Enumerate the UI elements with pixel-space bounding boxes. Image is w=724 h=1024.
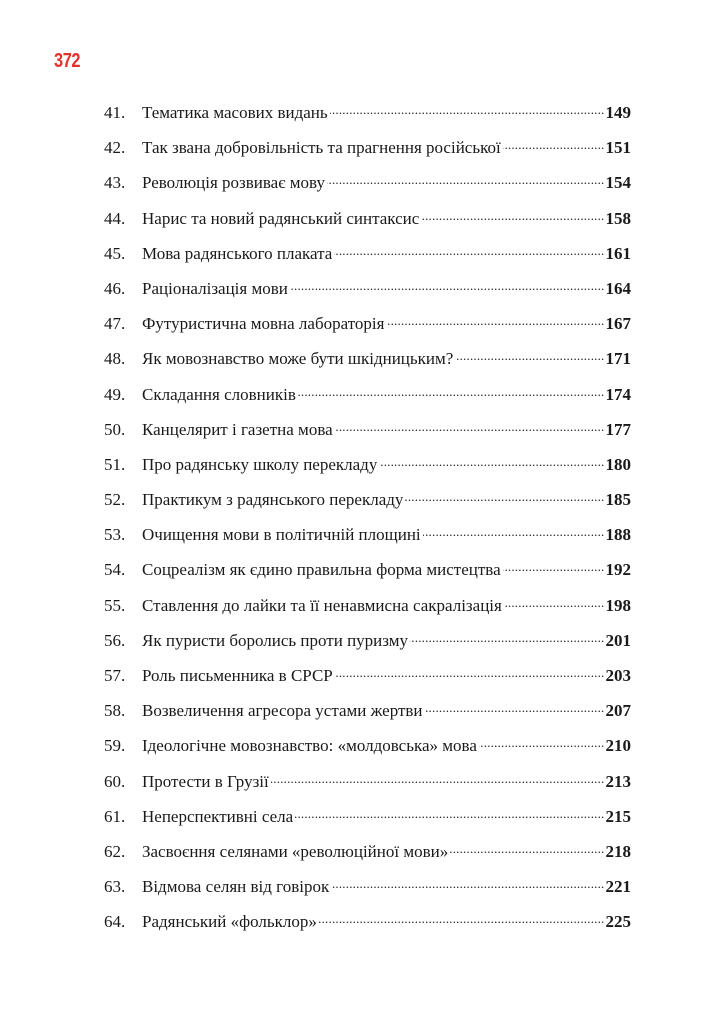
toc-entry-page: 185: [605, 490, 631, 510]
toc-entry-title: Революція розвиває мову: [142, 173, 325, 193]
toc-entry-title: Як мовознавство може бути шкідницьким?: [142, 349, 454, 369]
toc-entry: [104, 312, 631, 347]
toc-entry-number: 57.: [104, 666, 126, 685]
toc-entry-page: 225: [605, 912, 631, 932]
toc-entry-page: 207: [605, 701, 631, 721]
toc-entry-title: Соцреалізм як єдино правильна форма мистецтва: [142, 560, 501, 580]
table-of-contents: [104, 101, 631, 946]
toc-entry-page: 161: [605, 243, 631, 263]
toc-entry-title: Засвоєння селянами «революційної мови»: [142, 841, 449, 861]
toc-entry-number: 53.: [104, 525, 126, 545]
toc-entry-number: 50.: [104, 419, 126, 439]
toc-entry: [104, 629, 631, 664]
toc-entry: [104, 805, 631, 840]
toc-entry-leader-dots: [504, 594, 605, 611]
toc-entry-title: Протести в Грузії: [142, 771, 269, 791]
toc-entry-title: Як пуристи боролись проти пуризму: [142, 630, 408, 650]
toc-entry-number: 41.: [104, 103, 126, 122]
toc-entry-title: Практикум з радянського перекладу: [142, 490, 404, 510]
toc-entry-page: 158: [605, 208, 631, 228]
toc-entry-leader-dots: [379, 453, 604, 470]
toc-entry-page: 167: [605, 314, 631, 334]
toc-entry: [104, 453, 631, 488]
toc-entry: [104, 136, 631, 171]
toc-entry: [104, 875, 631, 910]
toc-entry: [104, 207, 631, 242]
toc-entry-title: Ідеологічне мовознавство: «молдовська» мова: [142, 736, 477, 756]
toc-entry-number: 51.: [104, 454, 126, 474]
toc-entry-title: Про радянську школу перекладу: [142, 454, 378, 474]
toc-entry-number: 48.: [104, 349, 126, 369]
toc-entry-title: Ставлення до лайки та її ненавмисна сакралізація: [142, 595, 502, 615]
toc-entry-leader-dots: [298, 383, 605, 400]
toc-entry: [104, 558, 631, 593]
toc-entry-page: 192: [605, 560, 631, 580]
toc-entry-number: 43.: [104, 173, 126, 193]
toc-entry-leader-dots: [271, 770, 605, 787]
toc-entry-title: Радянський «фольклор»: [142, 912, 317, 932]
toc-entry: [104, 594, 631, 629]
toc-entry-page: 203: [605, 666, 631, 685]
toc-entry-number: 42.: [104, 138, 126, 158]
toc-entry-page: 180: [605, 454, 631, 474]
toc-entry-page: 201: [605, 630, 631, 650]
toc-entry-number: 47.: [104, 314, 126, 334]
toc-entry-title: Возвеличення агресора устами жертви: [142, 701, 423, 721]
toc-entry-title: Нарис та новий радянський синтаксис: [142, 208, 420, 228]
toc-entry-title: Тематика масових видань: [142, 103, 328, 122]
toc-entry-number: 55.: [104, 595, 126, 615]
toc-entry-page: 188: [605, 525, 631, 545]
toc-entry-leader-dots: [335, 664, 605, 681]
toc-entry-number: 45.: [104, 243, 126, 263]
toc-entry: [104, 910, 631, 945]
toc-entry: [104, 347, 631, 382]
toc-entry: [104, 383, 631, 418]
toc-entry-leader-dots: [450, 840, 604, 857]
toc-entry-title: Мова радянського плаката: [142, 243, 333, 263]
toc-entry-page: 164: [605, 278, 631, 298]
toc-entry-number: 63.: [104, 877, 126, 897]
toc-entry-title: Відмова селян від говірок: [142, 877, 330, 897]
toc-entry-leader-dots: [423, 523, 605, 540]
toc-entry: [104, 840, 631, 875]
toc-entry: [104, 488, 631, 523]
toc-entry-page: 149: [605, 103, 631, 122]
toc-entry: [104, 101, 631, 136]
toc-entry-page: 171: [605, 349, 631, 369]
toc-entry-number: 52.: [104, 490, 126, 510]
toc-entry-page: 174: [605, 384, 631, 404]
toc-entry-leader-dots: [455, 347, 604, 364]
toc-entry: [104, 770, 631, 805]
toc-entry-page: 154: [605, 173, 631, 193]
toc-entry-page: 213: [605, 771, 631, 791]
toc-entry-leader-dots: [334, 242, 604, 259]
toc-entry-title: Очищення мови в політичній площині: [142, 525, 421, 545]
toc-entry-leader-dots: [386, 312, 604, 329]
toc-entry-title: Так звана добровільність та прагнення російської: [142, 138, 501, 158]
toc-entry-leader-dots: [503, 136, 605, 153]
toc-entry-title: Раціоналізація мови: [142, 278, 288, 298]
toc-entry-page: 151: [605, 138, 631, 158]
toc-entry-number: 58.: [104, 701, 126, 721]
toc-entry-title: Складання словників: [142, 384, 296, 404]
toc-entry-number: 59.: [104, 736, 126, 756]
toc-entry-number: 49.: [104, 384, 126, 404]
page-number: 372: [54, 50, 81, 72]
toc-entry-leader-dots: [479, 734, 605, 751]
toc-entry-title: Футуристична мовна лабораторія: [142, 314, 385, 334]
toc-entry-number: 44.: [104, 208, 126, 228]
toc-entry-leader-dots: [327, 171, 605, 188]
toc-entry: [104, 523, 631, 558]
toc-entry-leader-dots: [331, 875, 604, 892]
toc-entry: [104, 277, 631, 312]
toc-entry-number: 64.: [104, 912, 126, 932]
toc-entry-page: 177: [605, 419, 631, 439]
toc-entry-page: 198: [605, 595, 631, 615]
toc-entry-page: 218: [605, 841, 631, 861]
toc-entry-leader-dots: [410, 629, 605, 646]
toc-entry-leader-dots: [319, 910, 605, 927]
toc-entry-title: Канцелярит і газетна мова: [142, 419, 333, 439]
toc-entry-number: 61.: [104, 806, 126, 826]
toc-entry-title: Роль письменника в СРСР: [142, 666, 333, 685]
toc-entry-number: 56.: [104, 630, 126, 650]
toc-entry: [104, 171, 631, 206]
toc-entry-page: 221: [605, 877, 631, 897]
toc-entry-number: 54.: [104, 560, 126, 580]
toc-entry-number: 46.: [104, 278, 126, 298]
toc-entry: [104, 664, 631, 699]
toc-entry-leader-dots: [335, 418, 605, 435]
toc-entry: [104, 699, 631, 734]
toc-entry-page: 215: [605, 806, 631, 826]
toc-entry: [104, 734, 631, 769]
toc-entry-leader-dots: [290, 277, 605, 294]
toc-entry: [104, 418, 631, 453]
toc-entry-number: 62.: [104, 841, 126, 861]
toc-entry-leader-dots: [405, 488, 604, 505]
toc-entry-leader-dots: [330, 101, 605, 118]
toc-entry: [104, 242, 631, 277]
toc-entry-leader-dots: [421, 207, 604, 224]
toc-entry-number: 60.: [104, 771, 126, 791]
toc-entry-page: 210: [605, 736, 631, 756]
toc-entry-title: Неперспективні села: [142, 806, 294, 826]
toc-entry-leader-dots: [295, 805, 604, 822]
toc-entry-leader-dots: [503, 558, 605, 575]
toc-entry-leader-dots: [425, 699, 605, 716]
